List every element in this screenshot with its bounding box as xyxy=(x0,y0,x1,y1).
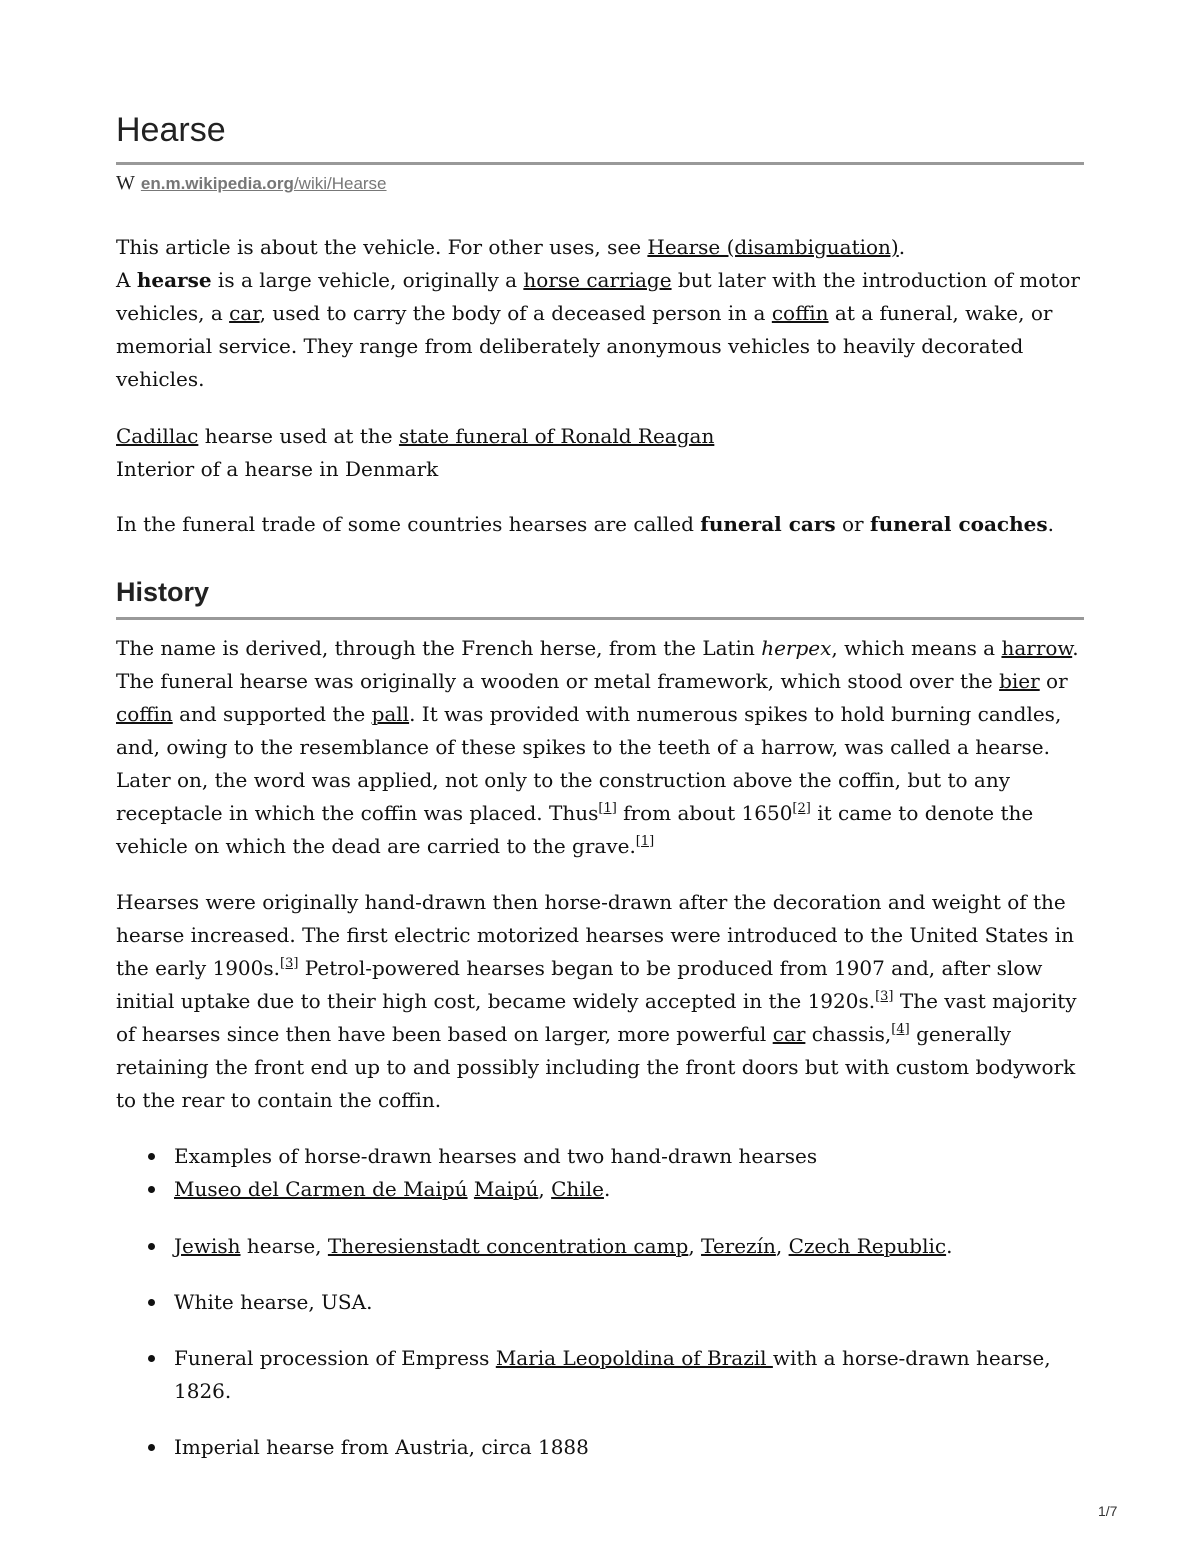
maria-leopoldina-link[interactable]: Maria Leopoldina of Brazil xyxy=(495,1346,773,1370)
harrow-link[interactable]: harrow xyxy=(1001,636,1073,660)
history-text: or xyxy=(1039,669,1068,693)
coffin-link[interactable]: coffin xyxy=(771,301,829,325)
list-item xyxy=(174,1173,1086,1206)
separator: . xyxy=(946,1234,953,1258)
reference-link[interactable]: [1] xyxy=(598,801,617,816)
separator: . xyxy=(603,1177,611,1201)
hatnote-disambiguation-link[interactable]: Hearse (disambiguation) xyxy=(647,235,899,259)
intro-text: , used to carry the body of a deceased person in a xyxy=(259,301,772,325)
gallery-caption: White hearse, USA. xyxy=(174,1290,373,1314)
car-link[interactable]: car xyxy=(772,1022,806,1046)
intro-term: hearse xyxy=(136,268,212,292)
coffin-link[interactable]: coffin xyxy=(116,702,173,726)
hatnote-end: . xyxy=(898,235,906,259)
gallery-caption: with a horse-drawn hearse, 1826. xyxy=(174,1346,1051,1403)
funeral-cars-term: funeral cars xyxy=(700,512,836,536)
history-paragraph-2 xyxy=(116,886,1086,1117)
list-item xyxy=(174,1431,1086,1464)
state-funeral-link[interactable]: state funeral of Ronald Reagan xyxy=(398,424,715,448)
intro-text: at a funeral, wake, or memorial service. They range from deliberately anonymous vehicles to heavily decorated vehicles. xyxy=(116,301,1053,391)
page-number: 1/7 xyxy=(1098,1503,1118,1519)
history-text: Petrol-powered hearses began to be produced from 1907 and, after slow initial uptake due to their high cost, became widely accepted in the 1920s. xyxy=(116,956,1043,1013)
hatnote-text: This article is about the vehicle. For other uses, see xyxy=(116,235,648,259)
title-divider xyxy=(116,162,1084,165)
horse-carriage-link[interactable]: horse carriage xyxy=(523,268,672,292)
gallery-caption: hearse, xyxy=(240,1234,328,1258)
gallery-caption: Imperial hearse from Austria, circa 1888 xyxy=(174,1435,589,1459)
funeral-coaches-term: funeral coaches xyxy=(869,512,1048,536)
source-domain: en.m.wikipedia.org xyxy=(140,174,294,193)
jewish-link[interactable]: Jewish xyxy=(174,1234,241,1258)
wikipedia-logo-icon: W xyxy=(116,172,135,194)
latin-term: herpex xyxy=(761,636,832,660)
separator: , xyxy=(688,1234,702,1258)
reference-link[interactable]: [1] xyxy=(635,834,655,849)
history-text: , which means a xyxy=(831,636,1002,660)
list-item xyxy=(174,1286,1086,1319)
trade-paragraph xyxy=(116,508,1086,541)
car-link[interactable]: car xyxy=(229,301,260,325)
maipu-link[interactable]: Maipú xyxy=(473,1177,539,1201)
history-heading: History xyxy=(116,577,210,607)
source-line xyxy=(116,172,387,195)
source-url-link[interactable] xyxy=(141,174,387,193)
intro-text: A xyxy=(116,268,137,292)
history-text: chassis, xyxy=(805,1022,892,1046)
czech-republic-link[interactable]: Czech Republic xyxy=(788,1234,947,1258)
history-text: The vast majority of hearses since then have been based on larger, more powerful xyxy=(116,989,1077,1046)
trade-text: In the funeral trade of some countries hearses are called xyxy=(116,512,701,536)
museo-link[interactable]: Museo del Carmen de Maipú xyxy=(174,1177,468,1201)
list-item xyxy=(174,1140,1086,1173)
gallery-caption: Examples of horse-drawn hearses and two hand-drawn hearses xyxy=(174,1144,818,1168)
gallery-caption: Funeral procession of Empress xyxy=(174,1346,496,1370)
pall-link[interactable]: pall xyxy=(371,702,410,726)
intro-block xyxy=(116,231,1086,396)
separator: , xyxy=(775,1234,789,1258)
cadillac-link[interactable]: Cadillac xyxy=(116,424,199,448)
source-path: /wiki/Hearse xyxy=(293,174,387,193)
history-text: and supported the xyxy=(172,702,372,726)
reference-link[interactable]: [2] xyxy=(792,801,811,816)
chile-link[interactable]: Chile xyxy=(551,1177,604,1201)
caption-text: hearse used at the xyxy=(198,424,399,448)
list-item xyxy=(174,1342,1086,1408)
history-text: . It was provided with numerous spikes to hold burning candles, and, owing to the resemblance of these spikes to the teeth of a harrow, was called a hearse. Later on, the word was applied, not only to the construction above the coffin, but to any receptacle in which the coffin was placed. Thus xyxy=(116,702,1062,825)
history-text: . The funeral hearse was originally a wooden or metal framework, which stood over the xyxy=(116,636,1079,693)
bier-link[interactable]: bier xyxy=(999,669,1040,693)
history-paragraph-1 xyxy=(116,632,1086,863)
history-text: from about 1650 xyxy=(616,801,793,825)
trade-text: or xyxy=(835,512,870,536)
history-text: The name is derived, through the French herse, from the Latin xyxy=(116,636,762,660)
intro-text: but later with the introduction of motor vehicles, a xyxy=(116,268,1080,325)
history-divider xyxy=(116,617,1084,620)
history-text: generally retaining the front end up to and possibly including the front doors but with custom bodywork to the rear to contain the coffin. xyxy=(116,1022,1076,1112)
theresienstadt-link[interactable]: Theresienstadt concentration camp xyxy=(327,1234,689,1258)
reference-link[interactable]: [4] xyxy=(891,1022,910,1037)
caption-text: Interior of a hearse in Denmark xyxy=(116,457,439,481)
list-item xyxy=(174,1230,1086,1263)
intro-text: is a large vehicle, originally a xyxy=(211,268,524,292)
history-text: it came to denote the vehicle on which the dead are carried to the grave. xyxy=(116,801,1034,858)
trade-text: . xyxy=(1047,512,1054,536)
page-title: Hearse xyxy=(116,111,226,149)
reference-link[interactable]: [3] xyxy=(875,989,894,1004)
separator: , xyxy=(538,1177,552,1201)
image-captions xyxy=(116,420,1086,486)
terezin-link[interactable]: Terezín xyxy=(701,1234,776,1258)
history-text: Hearses were originally hand-drawn then horse-drawn after the decoration and weight of the hearse increased. The first electric motorized hearses were introduced to the United States in the early 1900s. xyxy=(116,890,1075,980)
reference-link[interactable]: [3] xyxy=(280,956,299,971)
